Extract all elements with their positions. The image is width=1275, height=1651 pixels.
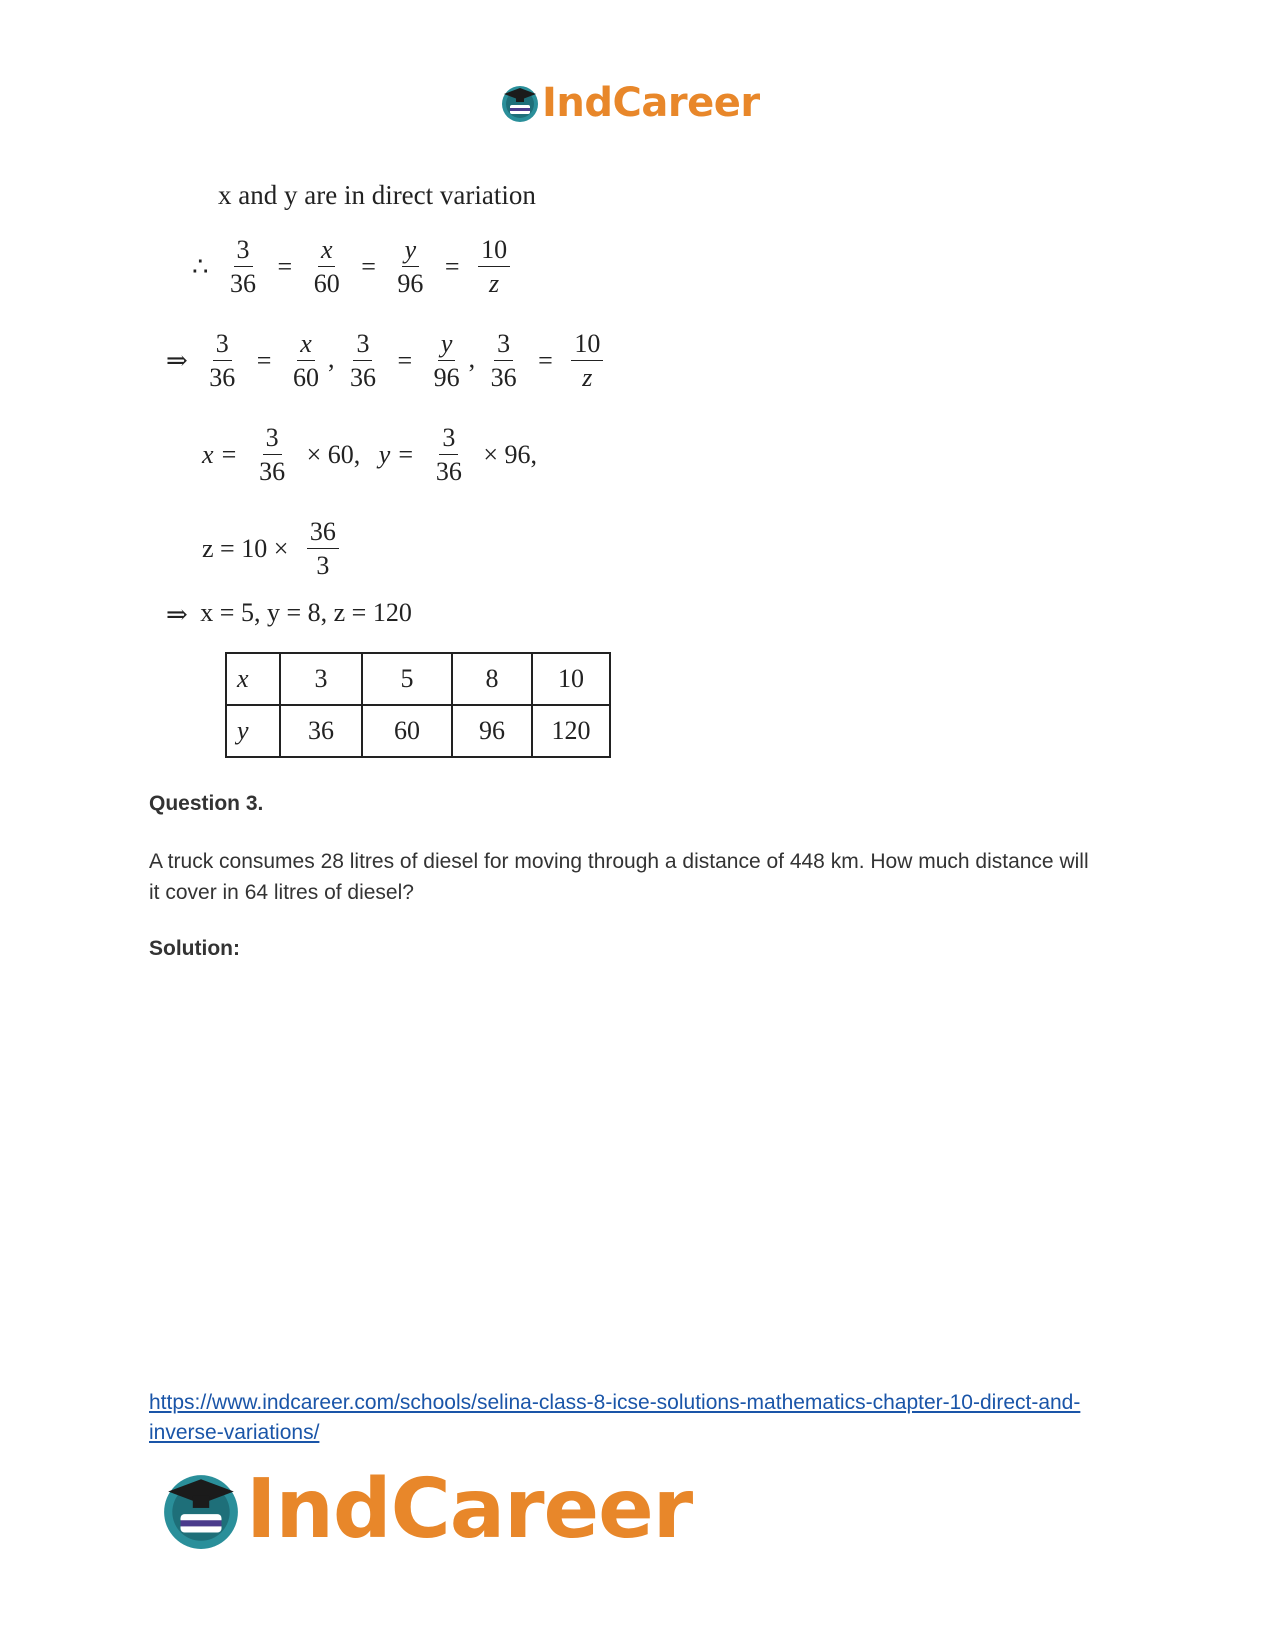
fraction: $\frac{3}{36}$ xyxy=(259,423,286,487)
logo-text: IndCareer xyxy=(246,1462,693,1557)
header-logo xyxy=(500,80,760,126)
row-label: x xyxy=(226,653,280,705)
globe-graduation-cap-icon xyxy=(160,1469,242,1551)
y-rest: × 96, xyxy=(483,439,538,469)
globe-graduation-cap-icon xyxy=(500,83,540,123)
table-cell: 60 xyxy=(362,705,452,757)
x-rest: × 60, xyxy=(306,439,361,469)
logo-text: IndCareer xyxy=(542,80,760,126)
question-text: A truck consumes 28 litres of diesel for moving through a distance of 448 km. How much distance will it cover in 64 litres of diesel? xyxy=(149,850,1089,904)
fraction: $\frac{3}{36}$ xyxy=(209,329,236,393)
values-table xyxy=(225,652,611,758)
xy-computation xyxy=(196,424,543,486)
table-cell: 120 xyxy=(532,705,610,757)
y-lhs: y = xyxy=(378,439,415,469)
x-lhs: x = xyxy=(202,439,238,469)
split-equation xyxy=(160,330,609,392)
result-line xyxy=(160,598,412,630)
fraction: $\frac{y}{96}$ xyxy=(397,235,424,299)
fraction: $\frac{36}{3}$ xyxy=(307,518,339,580)
footer-logo xyxy=(160,1462,692,1557)
row-label: y xyxy=(226,705,280,757)
implies-symbol: ⇒ xyxy=(166,345,188,375)
solution-label: Solution: xyxy=(149,937,240,960)
fraction: $\frac{x}{60}$ xyxy=(313,235,340,299)
fraction: $\frac{x}{60}$ xyxy=(292,329,319,393)
fraction: $\frac{y}{96}$ xyxy=(433,329,460,393)
question-heading: Question 3. xyxy=(149,792,264,815)
z-lhs: z = 10 × xyxy=(202,533,289,563)
therefore-symbol: ∴ xyxy=(192,251,209,281)
equals-sign: = xyxy=(277,251,293,281)
table-cell: 8 xyxy=(452,653,532,705)
fraction: $\frac{3}{36}$ xyxy=(349,329,376,393)
table-row xyxy=(226,705,610,757)
source-link[interactable]: https://www.indcareer.com/schools/selina-class-8-icse-solutions-mathematics-chapter-10-direct-and-inverse-variations/ xyxy=(149,1391,1081,1444)
intro-line xyxy=(218,180,536,211)
equals-sign: = xyxy=(444,251,460,281)
ratio-equation xyxy=(186,236,516,298)
table-cell: 36 xyxy=(280,705,362,757)
z-computation xyxy=(196,518,345,580)
fraction: $\frac{3}{36}$ xyxy=(435,423,462,487)
result-text: x = 5, y = 8, z = 120 xyxy=(200,598,412,627)
table-cell: 5 xyxy=(362,653,452,705)
equals-sign: = xyxy=(256,345,272,375)
comma: , xyxy=(327,343,335,373)
implies-symbol: ⇒ xyxy=(166,600,188,630)
equals-sign: = xyxy=(361,251,376,281)
table-cell: 96 xyxy=(452,705,532,757)
equals-sign: = xyxy=(538,345,553,375)
fraction: $\frac{3}{36}$ xyxy=(230,235,257,299)
table-cell: 3 xyxy=(280,653,362,705)
equals-sign: = xyxy=(397,345,413,375)
intro-text: x and y are in direct variation xyxy=(218,180,536,210)
table-cell: 10 xyxy=(532,653,610,705)
table-row xyxy=(226,653,610,705)
fraction: $\frac{10}{z}$ xyxy=(571,330,603,392)
fraction: $\frac{10}{z}$ xyxy=(478,236,510,298)
fraction: $\frac{3}{36}$ xyxy=(490,329,517,393)
comma: , xyxy=(468,343,476,373)
